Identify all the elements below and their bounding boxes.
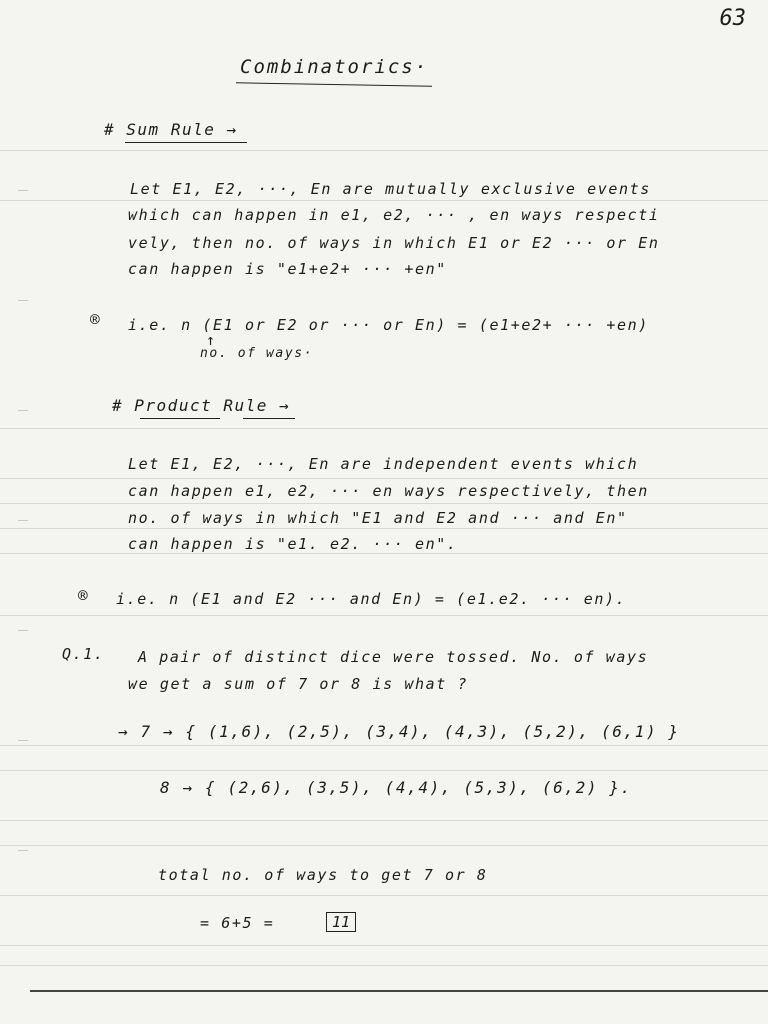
ruled-line xyxy=(0,478,768,479)
ruled-line xyxy=(0,528,768,529)
sum-rule-line: which can happen in e1, e2, ··· , en ways respecti xyxy=(128,206,660,224)
heading-underline xyxy=(140,418,220,419)
margin-tick xyxy=(18,850,28,851)
heading-underline xyxy=(243,418,295,419)
circled-r-marker: ® xyxy=(78,586,88,605)
ruled-line xyxy=(0,150,768,151)
ruled-line xyxy=(0,745,768,746)
question-line: A pair of distinct dice were tossed. No. of ways xyxy=(138,648,649,666)
ruled-line xyxy=(0,553,768,554)
arrow-right-icon: → xyxy=(226,120,238,139)
ruled-line xyxy=(0,945,768,946)
product-rule-line: no. of ways in which "E1 and E2 and ··· and En" xyxy=(128,509,628,527)
ruled-line xyxy=(0,770,768,771)
sum-expression: = 6+5 = xyxy=(200,914,275,932)
ruled-line xyxy=(0,428,768,429)
title-underline xyxy=(236,82,432,86)
ruled-line xyxy=(0,895,768,896)
margin-tick xyxy=(18,190,28,191)
sum-rule-line: vely, then no. of ways in which E1 or E2 ··· or En xyxy=(128,234,660,252)
page-number: 63 xyxy=(719,6,746,31)
ruled-line xyxy=(0,820,768,821)
margin-tick xyxy=(18,410,28,411)
arrow-right-icon: → xyxy=(279,396,291,415)
margin-tick xyxy=(18,300,28,301)
sum-rule-heading-text: Sum Rule xyxy=(126,120,216,139)
product-rule-formula: i.e. n (E1 and E2 ··· and En) = (e1.e2. ··· en). xyxy=(116,590,627,608)
product-rule-line: Let E1, E2, ···, En are independent events which xyxy=(128,455,639,473)
sum-rule-note: no. of ways· xyxy=(200,346,314,361)
sum-rule-line: can happen is "e1+e2+ ··· +en" xyxy=(128,260,447,278)
ruled-line xyxy=(0,965,768,966)
page-title: Combinatorics· xyxy=(240,56,429,78)
question-label: Q.1. xyxy=(62,645,105,663)
product-rule-line: can happen e1, e2, ··· en ways respectively, then xyxy=(128,482,649,500)
ruled-line xyxy=(0,845,768,846)
sum-rule-formula: i.e. n (E1 or E2 or ··· or En) = (e1+e2+ ··· +en) xyxy=(128,316,649,334)
sum-rule-heading xyxy=(104,120,238,139)
margin-tick xyxy=(18,520,28,521)
heading-underline xyxy=(125,142,247,143)
margin-tick xyxy=(18,630,28,631)
ruled-line xyxy=(0,503,768,504)
hash-mark: # xyxy=(112,396,124,415)
total-ways-line: total no. of ways to get 7 or 8 xyxy=(158,866,488,884)
arrow-up-icon: ↑ xyxy=(206,331,217,349)
question-line: we get a sum of 7 or 8 is what ? xyxy=(128,675,469,693)
product-rule-line: can happen is "e1. e2. ··· en". xyxy=(128,535,458,553)
sum-eight-outcomes: 8 → { (2,6), (3,5), (4,4), (5,3), (6,2) }. xyxy=(160,778,632,797)
ruled-line xyxy=(0,200,768,201)
hash-mark: # xyxy=(104,120,116,139)
product-rule-heading xyxy=(112,396,290,415)
product-rule-heading-text: Product Rule xyxy=(134,396,268,415)
circled-r-marker: ® xyxy=(90,310,100,329)
page-bottom-edge xyxy=(30,990,768,992)
margin-tick xyxy=(18,740,28,741)
sum-rule-line: Let E1, E2, ···, En are mutually exclusive events xyxy=(130,180,651,198)
answer-box: 11 xyxy=(326,912,356,932)
sum-seven-outcomes: → 7 → { (1,6), (2,5), (3,4), (4,3), (5,2), (6,1) } xyxy=(118,722,680,741)
ruled-line xyxy=(0,615,768,616)
